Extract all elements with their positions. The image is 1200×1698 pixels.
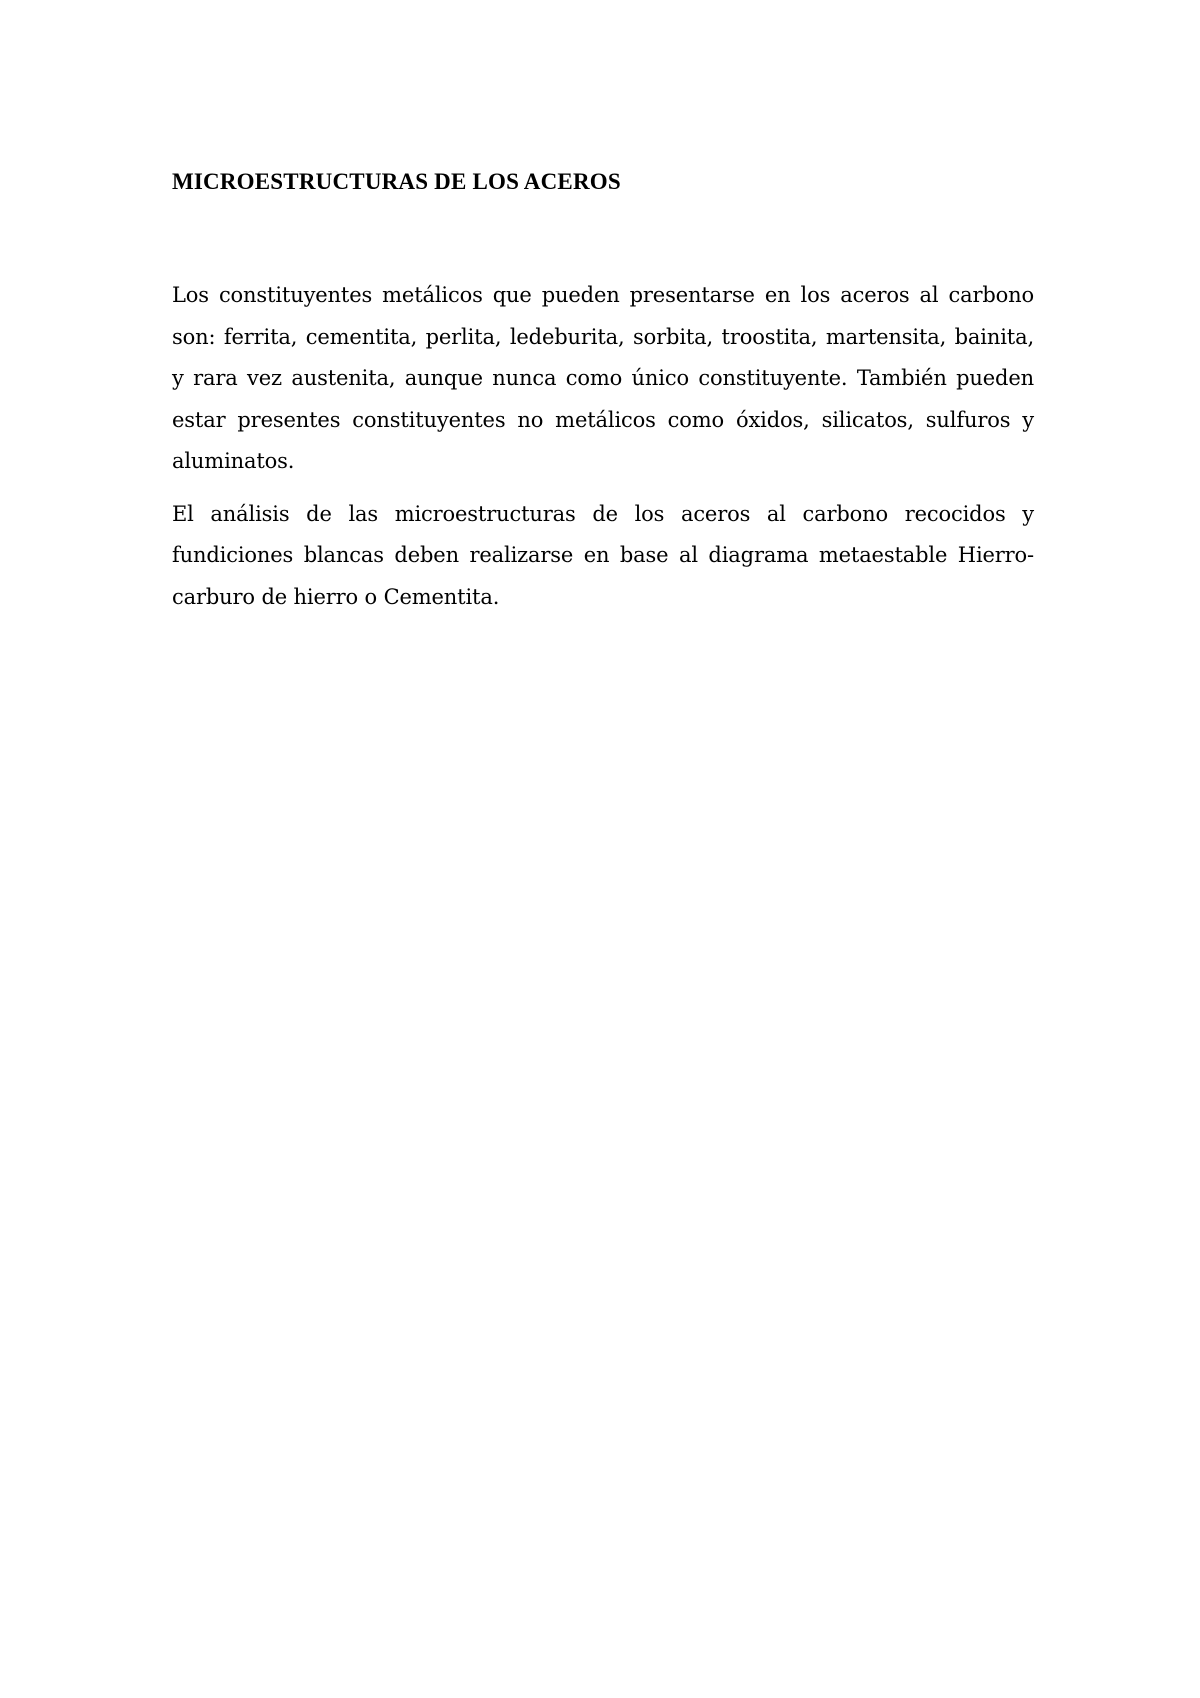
document-body <box>172 168 1034 618</box>
document-title: MICROESTRUCTURAS DE LOS ACEROS <box>172 169 621 194</box>
paragraph-analysis: El análisis de las microestructuras de los aceros al carbono recocidos y fundiciones blancas deben realizarse en base al diagrama metaestable Hierro-carburo de hierro o Cementita. <box>172 501 1034 609</box>
paragraph-constituents: Los constituyentes metálicos que pueden presentarse en los aceros al carbono son: ferrita, cementita, perlita, ledeburita, sorbita, troostita, martensita, bainita, y rara vez austenita, aunque nunca como único constituyente. También pueden estar presentes constituyentes no metálicos como óxidos, silicatos, sulfuros y aluminatos. <box>172 283 1034 473</box>
